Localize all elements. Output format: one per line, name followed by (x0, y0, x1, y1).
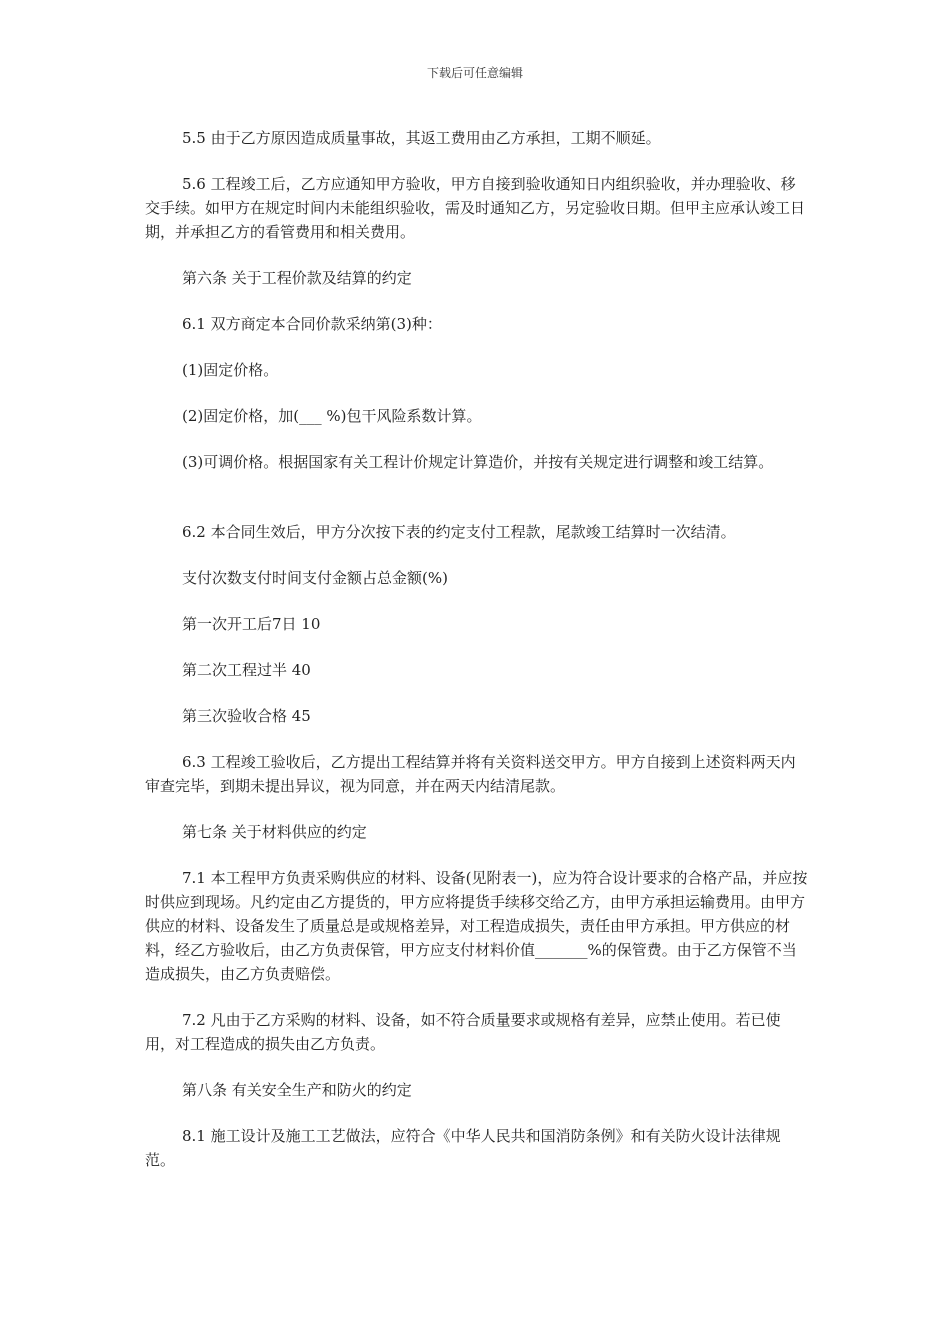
clause-7-2: 7.2 凡由于乙方采购的材料、设备，如不符合质量要求或规格有差异，应禁止使用。若已使用，对工程造成的损失由乙方负责。 (145, 1011, 781, 1053)
clause-6-2: 6.2 本合同生效后，甲方分次按下表的约定支付工程款，尾款竣工结算时一次结清。 (182, 523, 736, 541)
option-3: (3)可调价格。根据国家有关工程计价规定计算造价，并按有关规定进行调整和竣工结算。 (182, 453, 774, 471)
clause-8-1: 8.1 施工设计及施工工艺做法，应符合《中华人民共和国消防条例》和有关防火设计法律规范。 (145, 1127, 781, 1169)
article-8-heading: 第八条 有关安全生产和防火的约定 (182, 1081, 412, 1099)
article-7-heading: 第七条 关于材料供应的约定 (182, 823, 367, 841)
page-header-note: 下载后可任意编辑 (426, 66, 523, 80)
clause-7-1: 7.1 本工程甲方负责采购供应的材料、设备(见附表一)，应为符合设计要求的合格产品，并应按时供应到现场。凡约定由乙方提货的，甲方应将提货手续移交给乙方，由甲方承担运输费用。由甲方供应的材料、设备发生了质量总是或规格差异，对工程造成损失，责任由甲方承担。甲方供应的材料，经乙方验收后，由乙方负责保管，甲方应支付材料价值_______%的保管费。由于乙方保管不当造成损失，由乙方负责赔偿。 (145, 869, 808, 983)
payment-table-header: 支付次数支付时间支付金额占总金额(%) (182, 569, 448, 587)
clause-5-6: 5.6 工程竣工后，乙方应通知甲方验收，甲方自接到验收通知日内组织验收，并办理验收、移交手续。如甲方在规定时间内未能组织验收，需及时通知乙方，另定验收日期。但甲主应承认竣工日期，并承担乙方的看管费用和相关费用。 (145, 175, 806, 241)
option-2: (2)固定价格，加(___ %)包干风险系数计算。 (182, 407, 482, 425)
option-1: (1)固定价格。 (182, 361, 279, 379)
clause-6-3: 6.3 工程竣工验收后，乙方提出工程结算并将有关资料送交甲方。甲方自接到上述资料两天内审查完毕，到期未提出异议，视为同意，并在两天内结清尾款。 (145, 753, 796, 795)
document-body (145, 126, 809, 1194)
payment-row-2: 第二次工程过半 40 (182, 661, 311, 679)
clause-6-1: 6.1 双方商定本合同价款采纳第(3)种： (182, 315, 442, 333)
payment-row-3: 第三次验收合格 45 (182, 707, 311, 725)
payment-row-1: 第一次开工后7日 10 (182, 615, 321, 633)
clause-5-5: 5.5 由于乙方原因造成质量事故，其返工费用由乙方承担，工期不顺延。 (182, 129, 661, 147)
article-6-heading: 第六条 关于工程价款及结算的约定 (182, 269, 412, 287)
